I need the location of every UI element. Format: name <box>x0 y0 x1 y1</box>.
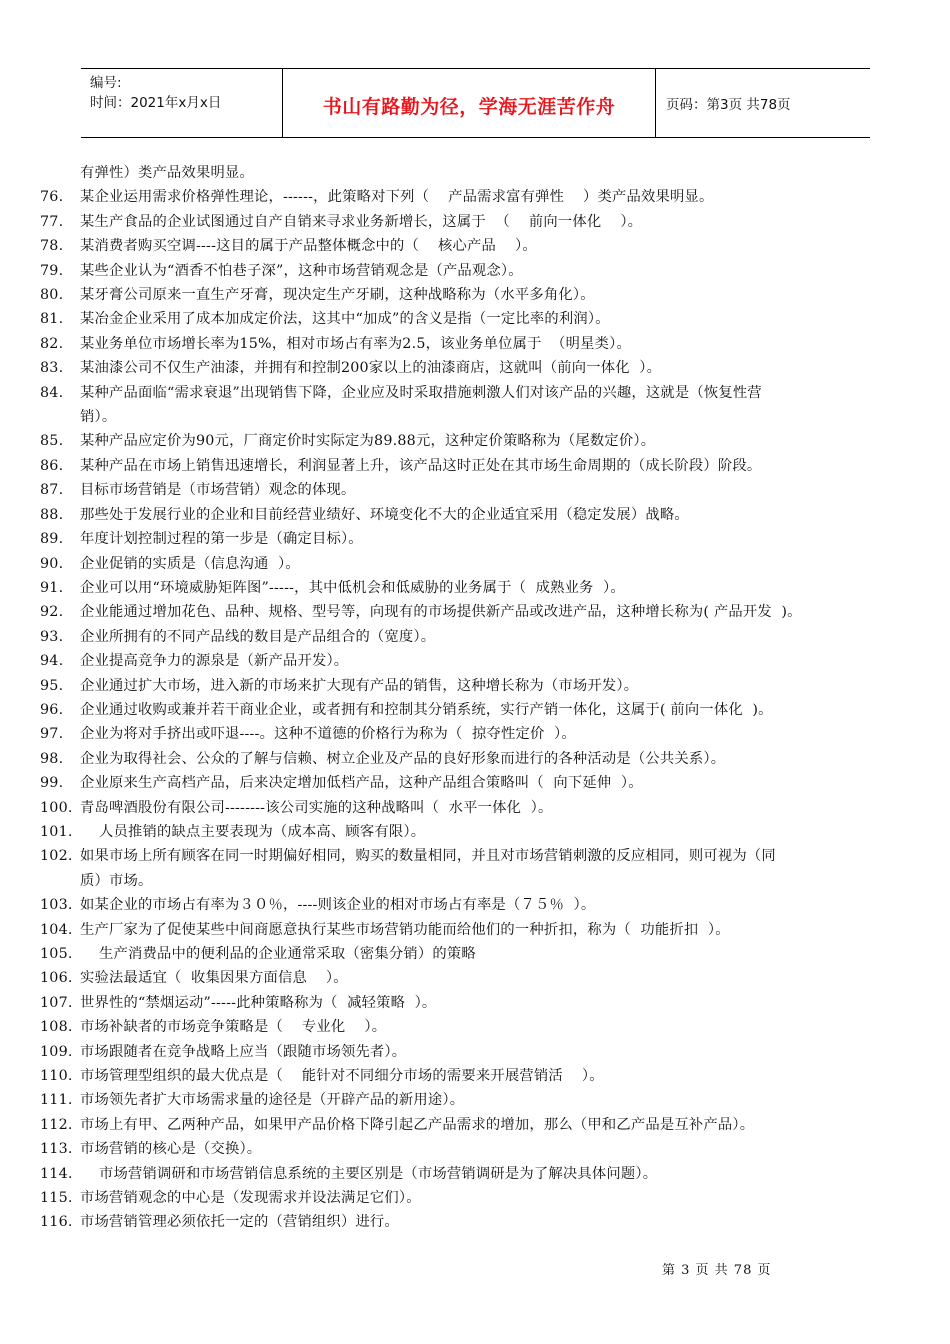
item-text: 如果市场上所有顾客在同一时期偏好相同，购买的数量相同，并且对市场营销刺激的反应相同，则可视为（同 <box>80 848 776 865</box>
item-text: 目标市场营销是（市场营销）观念的体现。 <box>80 482 356 499</box>
list-item <box>40 1113 910 1137</box>
list-item <box>40 185 910 209</box>
item-number: 79. <box>40 262 64 279</box>
list-item <box>40 1210 910 1234</box>
list-item <box>40 1040 910 1064</box>
item-number: 104. <box>40 921 73 938</box>
item-text: 企业原来生产高档产品，后来决定增加低档产品，这种产品组合策略叫（ 向下延伸 ）。 <box>80 775 643 792</box>
continued-text: 有弹性）类产品效果明显。 <box>80 165 254 181</box>
item-text: 某些企业认为“酒香不怕巷子深”，这种市场营销观念是（产品观念）。 <box>80 262 523 279</box>
item-number: 93. <box>40 628 64 645</box>
item-text: 企业所拥有的不同产品线的数目是产品组合的（宽度）。 <box>80 628 436 645</box>
list-item <box>40 698 910 722</box>
item-text: 如某企业的市场占有率为３０％，----则该企业的相对市场占有率是（７５％ ）。 <box>80 897 596 914</box>
list-item <box>40 552 910 576</box>
item-text: 某牙膏公司原来一直生产牙膏，现决定生产牙刷，这种战略称为（水平多角化）。 <box>80 287 595 304</box>
item-number: 109. <box>40 1043 73 1060</box>
item-text: 某生产食品的企业试图通过自产自销来寻求业务新增长，这属于 （ 前向一体化 ）。 <box>80 213 643 230</box>
item-number: 101. <box>40 823 73 840</box>
item-text: 生产厂家为了促使某些中间商愿意执行某些市场营销功能而给他们的一种折扣，称为（ 功能折扣 ）。 <box>80 921 730 938</box>
item-text: 市场营销的核心是（交换）。 <box>80 1141 262 1158</box>
list-item <box>40 307 910 331</box>
item-text: 实验法最适宜（ 收集因果方面信息 ）。 <box>80 970 348 987</box>
list-item <box>40 381 910 405</box>
item-number: 90. <box>40 555 64 572</box>
item-number: 87. <box>40 482 64 499</box>
item-number: 105. <box>40 946 73 962</box>
question-list <box>40 161 910 1235</box>
list-item <box>40 918 910 942</box>
item-number: 100. <box>40 799 73 816</box>
item-number: 98. <box>40 750 64 767</box>
item-number: 83. <box>40 360 64 377</box>
item-number: 95. <box>40 677 64 694</box>
item-number: 76. <box>40 189 64 206</box>
serial-label: 编号: <box>90 75 122 91</box>
list-item <box>40 942 910 966</box>
list-item <box>40 625 910 649</box>
item-number: 106. <box>40 970 73 987</box>
item-number: 77. <box>40 213 64 230</box>
item-text: 企业提高竞争力的源泉是（新产品开发）。 <box>80 653 349 670</box>
item-text: 某种产品应定价为90元，厂商定价时实际定为89.88元，这种定价策略称为（尾数定价）。 <box>80 433 656 450</box>
list-item <box>40 966 910 990</box>
item-text: 市场营销调研和市场营销信息系统的主要区别是（市场营销调研是为了解决具体问题）。 <box>80 1165 658 1182</box>
item-number: 97. <box>40 726 64 743</box>
item-text: 某业务单位市场增长率为15%，相对市场占有率为2.5，该业务单位属于 （明星类）。 <box>80 335 631 352</box>
item-text-continued: 质）市场。 <box>80 872 153 889</box>
list-item <box>40 747 910 771</box>
item-text: 某种产品面临“需求衰退”出现销售下降，企业应及时采取措施刺激人们对该产品的兴趣，这就是（恢复性营 <box>80 384 762 401</box>
item-text: 市场营销管理必须依托一定的（营销组织）进行。 <box>80 1214 399 1231</box>
item-text: 企业通过扩大市场，进入新的市场来扩大现有产品的销售，这种增长称为（市场开发）。 <box>80 677 639 694</box>
item-text: 某消费者购买空调----这目的属于产品整体概念中的（ 核心产品 ）。 <box>80 238 537 255</box>
page-footer: 第 3 页 共 78 页 <box>662 1263 772 1278</box>
list-item <box>40 429 910 453</box>
item-text: 企业促销的实质是（信息沟通 ）。 <box>80 555 300 572</box>
item-text: 生产消费品中的便利品的企业通常采取（密集分销）的策略 <box>80 946 476 962</box>
time-label: 时间：2021年x月x日 <box>90 95 222 111</box>
list-item <box>40 844 910 868</box>
item-number: 114. <box>40 1165 73 1182</box>
list-item <box>40 1186 910 1210</box>
header-motto: 书山有路勤为径，学海无涯苦作舟 <box>283 69 656 137</box>
item-number: 108. <box>40 1019 73 1036</box>
item-text-continued: 销）。 <box>80 409 117 426</box>
item-number: 94. <box>40 653 64 670</box>
list-item <box>40 1137 910 1161</box>
list-item <box>40 722 910 746</box>
item-number: 81. <box>40 311 64 328</box>
item-text: 某企业运用需求价格弹性理论，------，此策略对下列（ 产品需求富有弹性 ）类产品效果明显。 <box>80 189 714 206</box>
item-number: 111. <box>40 1092 73 1109</box>
list-item <box>40 674 910 698</box>
list-item <box>40 576 910 600</box>
list-item <box>40 478 910 502</box>
list-item <box>40 454 910 478</box>
item-text: 某油漆公司不仅生产油漆，并拥有和控制200家以上的油漆商店，这就叫（前向一体化 ）。 <box>80 360 662 377</box>
item-number: 113. <box>40 1141 73 1158</box>
list-item <box>40 1088 910 1112</box>
item-number: 96. <box>40 701 64 718</box>
item-number: 86. <box>40 457 64 474</box>
header-page-label: 页码：第3页 共78页 <box>666 97 791 113</box>
item-number: 110. <box>40 1068 73 1085</box>
list-item <box>40 283 910 307</box>
item-number: 84. <box>40 384 64 401</box>
list-item <box>40 210 910 234</box>
item-text: 世界性的“禁烟运动”-----此种策略称为（ 减轻策略 ）。 <box>80 994 437 1011</box>
item-text: 市场营销观念的中心是（发现需求并设法满足它们）。 <box>80 1190 421 1207</box>
list-item <box>40 332 910 356</box>
list-item <box>40 356 910 380</box>
item-text: 市场上有甲、乙两种产品，如果甲产品价格下降引起乙产品需求的增加，那么（甲和乙产品是互补产品）。 <box>80 1116 755 1133</box>
list-item <box>40 991 910 1015</box>
list-item <box>40 1162 910 1186</box>
list-item <box>40 820 910 844</box>
item-text: 企业可以用“环境威胁矩阵图”-----，其中低机会和低威胁的业务属于（ 成熟业务 ）。 <box>80 579 625 596</box>
list-item <box>40 796 910 820</box>
list-item <box>40 649 910 673</box>
item-number: 78. <box>40 238 64 255</box>
list-item <box>40 259 910 283</box>
item-text: 企业为将对手挤出或吓退----。这种不道德的价格行为称为（ 掠夺性定价 ）。 <box>80 726 576 743</box>
list-item <box>40 503 910 527</box>
item-number: 91. <box>40 579 64 596</box>
list-item <box>40 600 910 624</box>
item-text: 市场跟随者在竞争战略上应当（跟随市场领先者）。 <box>80 1043 407 1060</box>
list-item <box>40 1064 910 1088</box>
item-number: 85. <box>40 433 64 450</box>
item-text: 某冶金企业采用了成本加成定价法，这其中“加成”的含义是指（一定比率的利润）。 <box>80 311 610 328</box>
list-item <box>40 234 910 258</box>
list-item <box>40 527 910 551</box>
item-number: 102. <box>40 848 73 865</box>
item-text: 市场补缺者的市场竞争策略是（ 专业化 ）。 <box>80 1019 387 1036</box>
item-text: 企业能通过增加花色、品种、规格、型号等，向现有的市场提供新产品或改进产品，这种增长称为( 产品开发 )。 <box>80 604 802 621</box>
item-text: 某种产品在市场上销售迅速增长，利润显著上升，该产品这时正处在其市场生命周期的（成长阶段）阶段。 <box>80 457 762 474</box>
item-number: 112. <box>40 1116 73 1133</box>
item-number: 103. <box>40 897 73 914</box>
page-header <box>81 68 870 138</box>
item-number: 82. <box>40 335 64 352</box>
item-number: 92. <box>40 604 64 621</box>
item-text: 市场领先者扩大市场需求量的途径是（开辟产品的新用途）。 <box>80 1092 465 1109</box>
item-number: 107. <box>40 994 73 1011</box>
item-text: 那些处于发展行业的企业和目前经营业绩好、环境变化不大的企业适宜采用（稳定发展）战略。 <box>80 506 689 523</box>
list-item <box>40 771 910 795</box>
item-text: 年度计划控制过程的第一步是（确定目标）。 <box>80 531 363 548</box>
item-number: 88. <box>40 506 64 523</box>
list-item <box>40 893 910 917</box>
item-number: 89. <box>40 531 64 548</box>
item-number: 80. <box>40 287 64 304</box>
item-number: 115. <box>40 1190 73 1207</box>
item-text: 企业为取得社会、公众的了解与信赖、树立企业及产品的良好形象而进行的各种活动是（公共关系）。 <box>80 750 726 767</box>
item-number: 99. <box>40 775 64 792</box>
item-text: 企业通过收购或兼并若干商业企业，或者拥有和控制其分销系统，实行产销一体化，这属于( 前向一体化 )。 <box>80 701 773 718</box>
item-text: 人员推销的缺点主要表现为（成本高、顾客有限）。 <box>80 823 426 840</box>
item-number: 116. <box>40 1214 73 1231</box>
item-text: 市场管理型组织的最大优点是（ 能针对不同细分市场的需要来开展营销活 ）。 <box>80 1068 604 1085</box>
item-text: 青岛啤酒股份有限公司--------该公司实施的这种战略叫（ 水平一体化 ）。 <box>80 799 553 816</box>
list-item <box>40 1015 910 1039</box>
header-meta <box>81 69 283 137</box>
